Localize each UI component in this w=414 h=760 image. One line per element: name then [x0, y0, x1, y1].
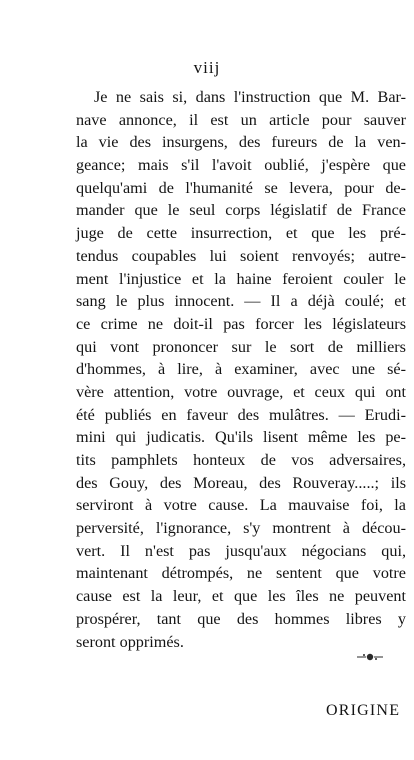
text-line: seront opprimés.	[76, 632, 184, 651]
text-line: nave annonce, il est un article pour sauver	[76, 110, 406, 129]
text-line: été publiés en faveur des mulâtres. — Erudi-	[76, 405, 406, 424]
text-line: cause est la leur, et que les îles ne peuvent	[76, 587, 406, 606]
text-line: quelqu'ami de l'humanité se levera, pour de-	[76, 178, 406, 197]
text-line: juge de cette insurrection, et que les pré-	[76, 224, 406, 243]
text-line: sang le plus innocent. — Il a déjà coulé; et	[76, 292, 406, 311]
text-line: mini qui judicatis. Qu'ils lisent même les pe-	[76, 428, 406, 447]
text-line: des Gouy, des Moreau, des Rouveray.....; ils	[76, 473, 406, 492]
text-line: d'hommes, à lire, à examiner, avec une sé-	[76, 360, 406, 379]
text-line: tendus coupables lui soient renvoyés; autre-	[76, 246, 406, 265]
text-line: perversité, l'ignorance, s'y montrent à décou-	[76, 519, 406, 538]
text-line: vère attention, votre ouvrage, et ceux qui ont	[76, 382, 406, 401]
catchword: ORIGINE	[326, 702, 401, 719]
ornament-icon	[355, 650, 385, 664]
text-line: Je ne sais si, dans l'instruction que M. Bar-	[94, 88, 406, 106]
text-line: la vie des insurgens, des fureurs de la ven-	[76, 133, 406, 152]
text-line: vert. Il n'est pas jusqu'aux négocians qui,	[76, 541, 406, 560]
body-paragraph	[76, 86, 406, 653]
text-line: ce crime ne doit-il pas forcer les législateurs	[76, 314, 406, 333]
text-line: qui vont prononcer sur le sort de milliers	[76, 337, 406, 356]
text-line: tits pamphlets honteux de vos adversaires,	[76, 451, 406, 469]
page-number: viij	[193, 58, 221, 77]
text-line: maintenant détrompés, ne sentent que votre	[76, 564, 406, 583]
text-line: serviront à votre cause. La mauvaise foi, la	[76, 496, 406, 515]
text-line: geance; mais s'il l'avoit oublié, j'espère que	[76, 156, 406, 175]
text-line: prospérer, tant que des hommes libres y	[76, 609, 406, 628]
text-line: ment l'injustice et la haine feroient couler le	[76, 269, 406, 288]
text-line: mander que le seul corps législatif de France	[76, 201, 406, 220]
